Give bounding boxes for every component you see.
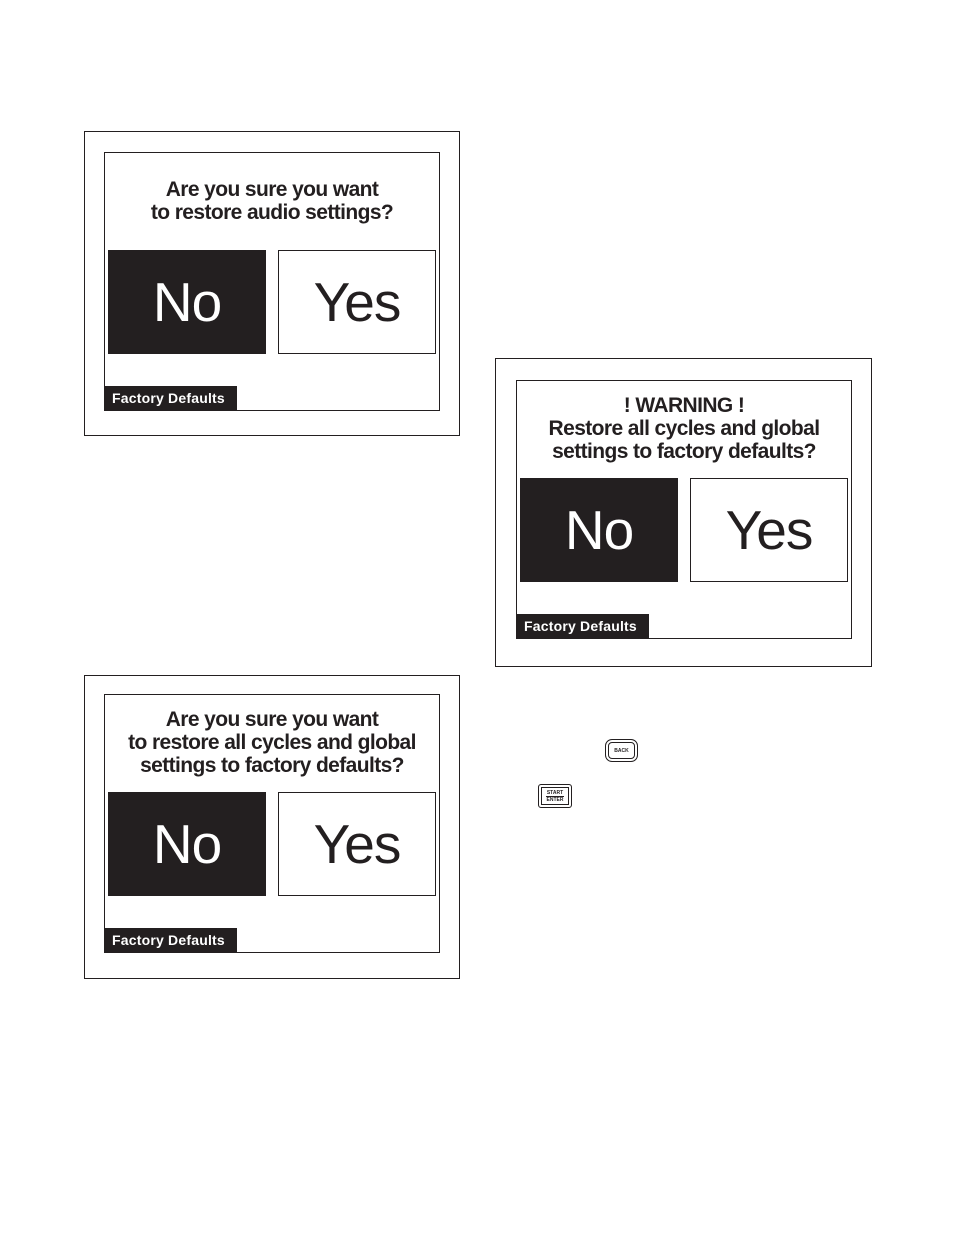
dialog-warning-restore-all: [516, 380, 852, 639]
enter-key-label: ENTER: [546, 796, 564, 803]
dialog-prompt: [517, 394, 851, 463]
dialog-prompt: [105, 178, 439, 224]
no-button[interactable]: No: [108, 792, 266, 896]
no-button[interactable]: No: [520, 478, 678, 582]
prompt-line: to restore all cycles and global: [128, 731, 416, 754]
prompt-line: Are you sure you want: [165, 708, 379, 731]
start-enter-key-icon: [538, 784, 572, 808]
prompt-line: settings to factory defaults?: [552, 440, 816, 463]
back-key-icon: [605, 739, 638, 762]
yes-button[interactable]: Yes: [690, 478, 848, 582]
start-key-label: START: [546, 789, 564, 796]
figure-restore-audio: [84, 131, 460, 436]
prompt-line: to restore audio settings?: [150, 201, 394, 224]
prompt-line: Are you sure you want: [165, 178, 379, 201]
screen-title-tag: Factory Defaults: [104, 386, 237, 410]
dialog-restore-all-cycles: [104, 694, 440, 953]
dialog-prompt: [105, 708, 439, 777]
dialog-restore-audio: [104, 152, 440, 411]
screen-title-tag: Factory Defaults: [104, 928, 237, 952]
figure-warning-restore-all: [495, 358, 872, 667]
yes-button[interactable]: Yes: [278, 792, 436, 896]
back-key-label: BACK: [614, 747, 629, 754]
prompt-line: Restore all cycles and global: [548, 417, 820, 440]
no-button[interactable]: No: [108, 250, 266, 354]
warning-heading: ! WARNING !: [623, 394, 745, 417]
yes-button[interactable]: Yes: [278, 250, 436, 354]
figure-restore-all-cycles: [84, 675, 460, 979]
prompt-line: settings to factory defaults?: [140, 754, 404, 777]
screen-title-tag: Factory Defaults: [516, 614, 649, 638]
